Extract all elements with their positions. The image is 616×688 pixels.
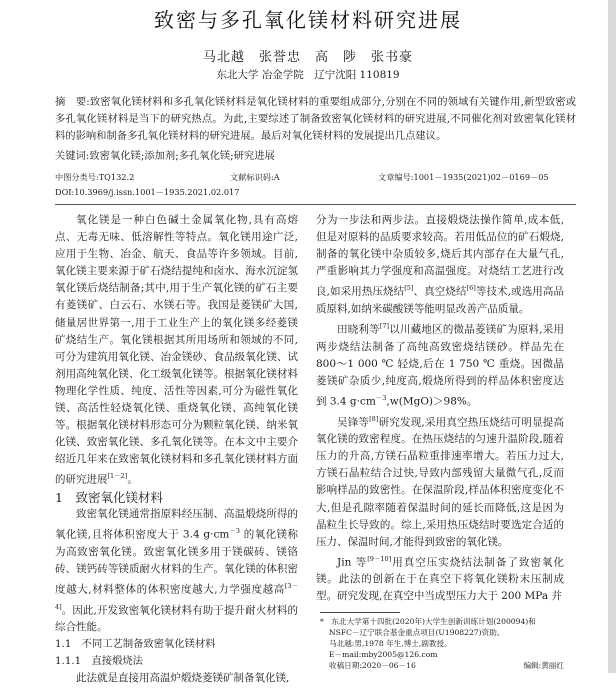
footnote-text: 东北大学第十四批(2020年)大学生创新训练计划(200094)和 (331, 617, 536, 626)
p2-tail: ,w(MgO)＞98%。 (386, 395, 478, 408)
citation: [3－4] (55, 581, 298, 611)
page-edge (608, 0, 616, 673)
superscript: －3 (229, 527, 240, 536)
paragraph-wu (316, 411, 564, 551)
footnote-email[interactable]: E－mail:mby2005@126.com (329, 650, 438, 659)
superscript: －3 (375, 393, 387, 402)
doi[interactable]: DOI:10.3969/j.issn.1001－1935.2021.02.017 (55, 187, 240, 197)
p3-text: 吴锋等 (337, 416, 370, 429)
citation: [1－2] (107, 472, 128, 481)
clc-number: 中图分类号:TQ132.2 (55, 172, 135, 182)
p1-text: 分为一步法和两步法。直接煅烧法操作简单,成本低,但是对原料的品质要求较高。若用低品位的矿石煅烧,制备的氧化镁中杂质较多,烧后其内部存在大量气孔,严重影响其力学强度和高温强度。对烧结工艺进行改良,如采用热压烧结 (316, 214, 564, 298)
right-column (316, 212, 564, 606)
p1-end: 等技术,或选用高品质原料,如纳米碳酸镁等能明显改善产品质量。 (316, 285, 564, 315)
abstract: 摘 要:致密氧化镁材料和多孔氧化镁材料是氧化镁材料的重要组成部分,分别在不同的领域有关键作用,新型致密或多孔氧化镁材料是当下的研究热点。为此,主要综述了制备致密氧化镁材料的研究进展,不同催化剂对致密氧化镁材料的影响和制备多孔氧化镁材料的研究进展。最后对氧化镁材料的发展提出几点建议。 (55, 96, 576, 142)
keywords: 关键词:致密氧化镁;添加剂;多孔氧化镁;研究进展 (55, 150, 275, 162)
paper-title: 致密与多孔氧化镁材料研究进展 (154, 8, 462, 32)
citation: [8] (369, 414, 379, 423)
subsection-1-1-heading: 1.1 不同工艺制备致密氧化镁材料 (55, 638, 216, 651)
citation: [6] (466, 284, 476, 293)
citation: [5] (404, 284, 414, 293)
p1-mid: 、真空烧结 (413, 285, 467, 298)
article-number: 文章编号:1001－1935(2021)02－0169－05 (378, 172, 549, 182)
editor-name: 编辑:黄丽红 (523, 661, 564, 670)
received-date: 收稿日期:2020－06－16 (329, 661, 416, 670)
received-row (320, 660, 564, 671)
affiliation: 东北大学 冶金学院 辽宁沈阳 110819 (216, 69, 400, 81)
sec1-text-end: 。因此,开发致密氧化镁材料有助于提升耐火材料的综合性能。 (55, 604, 298, 634)
p2-rest: 以川藏地区的微晶菱镁矿为原料,采用两步烧结法制备了高纯高致密烧结镁砂。样品先在 800～1 000 ℃ 轻烧,后在 1 750 ℃ 重烧。因微晶菱镁矿杂质少,纯度高,煅烧所得到的样品体积密度达到 3.4 g·cm (316, 323, 565, 408)
p4-text: Jin 等 (337, 556, 368, 569)
section-1-paragraph (55, 506, 298, 636)
asterisk: * (320, 617, 332, 626)
footnote-divider (320, 612, 400, 613)
paragraph-tian (316, 318, 564, 410)
header-divider (55, 204, 576, 205)
citation: [9－10] (367, 554, 392, 563)
sec1-text-rest: 的氧化镁称为高致密氧化镁。致密氧化镁多用于镁碳砖、镁铬砖、镁钙砖等镁质耐火材料的生产。氧化镁的体积密度越大,材料整体的体积密度越大,力学强度越高 (55, 528, 299, 596)
paragraph-jin (316, 551, 564, 606)
sec1-text: 致密氧化镁通常指原料经压制、高温煅烧所得的氧化镁,且将体积密度大于 3.4 g·cm (55, 508, 298, 541)
document-code: 文献标识码:A (230, 172, 280, 182)
intro-text: 氧化镁是一种白色碱土金属氧化物,具有高熔点、无毒无味、低溶解性等特点。氧化镁用途广泛,应用于生物、冶金、航天、食品等许多领域。目前,氧化镁主要来源于矿石烧结提纯和卤水、海水沉淀氢氧化镁后烧结制备;其中,用于生产氧化镁的矿石主要有菱镁矿、白云石、水镁石等。我国是菱镁矿大国,储量居世界第一,用于工业生产上的氧化镁多经菱镁矿烧结生产。氧化镁根据其所用场所和领域的不同,可分为建筑用氧化镁、冶金镁砂、食品级氧化镁、试剂用高纯氧化镁、化工级氧化镁等。根据氧化镁材料物理化学性质、纯度、活性等因素,可分为磁性氧化镁、高活性轻烧氧化镁、重烧氧化镁、高纯氧化镁等。根据氧化镁材料形态可分为颗粒氧化镁、纳米氧化镁、致密氧化镁、多孔氧化镁等。在本文中主要介绍近几年来在致密氧化镁材料和多孔氧化镁材料方面的研究进展 (55, 214, 298, 486)
p3-rest: 研究发现,采用真空热压烧结可明显提高氧化镁的致密程度。在热压烧结的匀速升温阶段,随着压力的升高,方镁石晶粒重排速率增大。若压力过大,方镁石晶粒结合过快,导致内部残留大量微气孔,反而影响样品的致密性。在保温阶段,样品体积密度变化不大,但是孔隙率随着保温时间的延长而降低,这是因为晶粒生长导致的。综上,采用热压烧结时要选定合适的压力、保温时间,才能得到致密的氧化镁。 (316, 416, 564, 548)
intro-paragraph (55, 212, 298, 489)
left-column (55, 212, 298, 688)
p4-rest: 用真空压实烧结法制备了致密氧化镁。此法的创新在于在真空下将氧化镁粉末压制成型。研究发现,在真空中当成型压力大于 200 MPa 并 (316, 556, 565, 603)
continued-paragraph (316, 212, 564, 318)
intro-end: 。 (127, 473, 138, 486)
section-1-heading: 1 致密氧化镁材料 (55, 490, 163, 505)
p2-text: 田晓利等 (337, 323, 380, 336)
subsection-1-1-1-heading: 1.1.1 直接煅烧法 (55, 655, 143, 668)
citation: [7] (379, 322, 390, 331)
footnote (320, 616, 564, 660)
author-list: 马北越 张誉忠 高 陟 张书豪 (202, 50, 413, 65)
section-1-1-1-paragraph: 此法就是直接用高温炉煅烧菱镁矿制备氧化镁, (76, 672, 290, 685)
footnote-author: 马北越:男,1978 年生,博士,副教授。 (329, 639, 452, 648)
footnote-funding-1 (320, 616, 564, 627)
footnote-funding-2: NSFC－辽宁联合基金重点项目(U1908227)资助。 (329, 628, 505, 637)
